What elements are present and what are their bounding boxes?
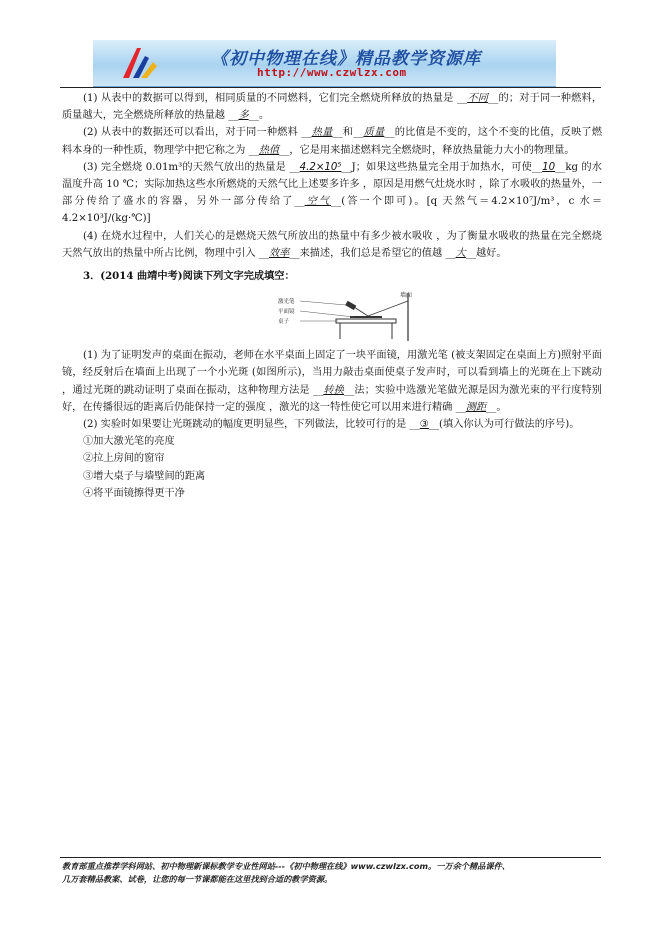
wall-label: 墙面 <box>400 292 413 300</box>
answer-blank: 热值 <box>258 144 280 156</box>
header-rule <box>60 87 601 88</box>
laser-label: 激光笔 <box>278 299 295 306</box>
answer-blank: 热量 <box>311 127 333 139</box>
page-footer <box>62 860 602 886</box>
banner-url[interactable]: http://www.czwlzx.com <box>257 66 407 79</box>
banner-title: 《初中物理在线》精品教学资源库 <box>211 49 481 69</box>
q2-part3: (3) 完全燃烧 0.01m³的天然气放出的热量是 __4.2×10⁵__J；如果这些热量完全用于加热水，可使__10__kg 的水温度升高 10 ℃；实际加热这些水所燃烧的天然气比上述要多许多 ，原因是用燃气灶烧水时 ，除了水吸收的热量外，一部分传给了盛水的容器，另外一部分传给了__空气__(答一个即可)。[q 天然气＝4.2×10⁷J/m³，c 水＝4.2×10³J/(kg·℃)] <box>62 161 603 225</box>
answer-blank: 4.2×10⁵ <box>299 161 342 173</box>
answer-blank: 多 <box>238 110 249 122</box>
option-2: ②拉上房间的窗帘 <box>83 453 165 465</box>
q3-part1: (1) 为了证明发声的桌面在振动，老师在水平桌面上固定了一块平面镜，用激光笔 (被支架固定在桌面上方)照射平面镜，经反射后在墙面上出现了一个小光斑 (如图所示)，当用力敲击桌面使桌子发声时，可以看到墙上的光斑在上下跳动 ，通过光斑的跳动证明了桌面在振动，这种物理方法是 __转换__法；实验中选激光笔做光源是因为激光束的平行度特别好，在传播很远的距离后仍能保持一定的强度 ，激光的这一特性使它可以用来进行精确 __测距__。 <box>62 350 602 413</box>
answer-blank: 质量 <box>363 127 385 139</box>
answer-blank: 不同 <box>467 93 489 104</box>
footer-rule <box>60 857 601 858</box>
answer-blank: 转换 <box>323 384 345 396</box>
q3-part2: (2) 实验时如果要让光斑跳动的幅度更明显些，下列做法，比较可行的是 __③__(填入你认为可行做法的序号)。 <box>83 419 580 431</box>
answer-blank: 测距 <box>465 401 487 413</box>
footer-line-2: 几万套精品教案、试卷，让您的每一节课都能在这里找到合适的教学资源。 <box>62 874 333 884</box>
answer-blank: 空气 <box>304 196 332 208</box>
option-4: ④将平面镜擦得更干净 <box>83 487 185 499</box>
experiment-figure <box>62 289 602 341</box>
option-3: ③增大桌子与墙壁间的距离 <box>83 470 206 482</box>
answer-blank: 效率 <box>269 247 290 259</box>
header-banner <box>93 40 556 87</box>
document-body <box>62 90 602 502</box>
mirror-label: 平面镜 <box>278 309 295 316</box>
q2-part1: (1) 从表中的数据可以得到，相同质量的不同燃料，它们完全燃烧所释放的热量是 __不同__的；对于同一种燃料，质量越大，完全燃烧所释放的热量越 __多__。 <box>62 93 603 122</box>
q2-part4: (4) 在烧水过程中，人们关心的是燃烧天然气所放出的热量中有多少被水吸收 ，为了衡量水吸收的热量在完全燃烧天然气放出的热量中所占比例，物理中引入 __效率__来描述，我们总是希望它的值越 __大__越好。 <box>62 230 602 259</box>
site-logo-icon <box>119 44 159 82</box>
answer-blank: 大 <box>455 247 466 259</box>
footer-line-1: 教育部重点推荐学科网站、初中物理新课标教学专业性网站---《初中物理在线》www.czwlzx.com。一万余个精品课件、 <box>62 861 510 871</box>
table-label: 桌子 <box>278 319 290 326</box>
q3-heading: 3．(2014 曲靖中考)阅读下列文字完成填空： <box>83 270 295 283</box>
option-1: ①加大激光笔的亮度 <box>83 436 175 448</box>
q2-part2: (2) 从表中的数据还可以看出，对于同一种燃料 __热量__和__质量__的比值是不变的，这个不变的比值，反映了燃料本身的一种性质，物理学中把它称之为 __热值__，它是用来描述燃料完全燃烧时，释放热量能力大小的物理量。 <box>62 127 603 156</box>
answer-blank: 10 <box>542 161 556 173</box>
answer-blank: ③ <box>419 419 429 431</box>
